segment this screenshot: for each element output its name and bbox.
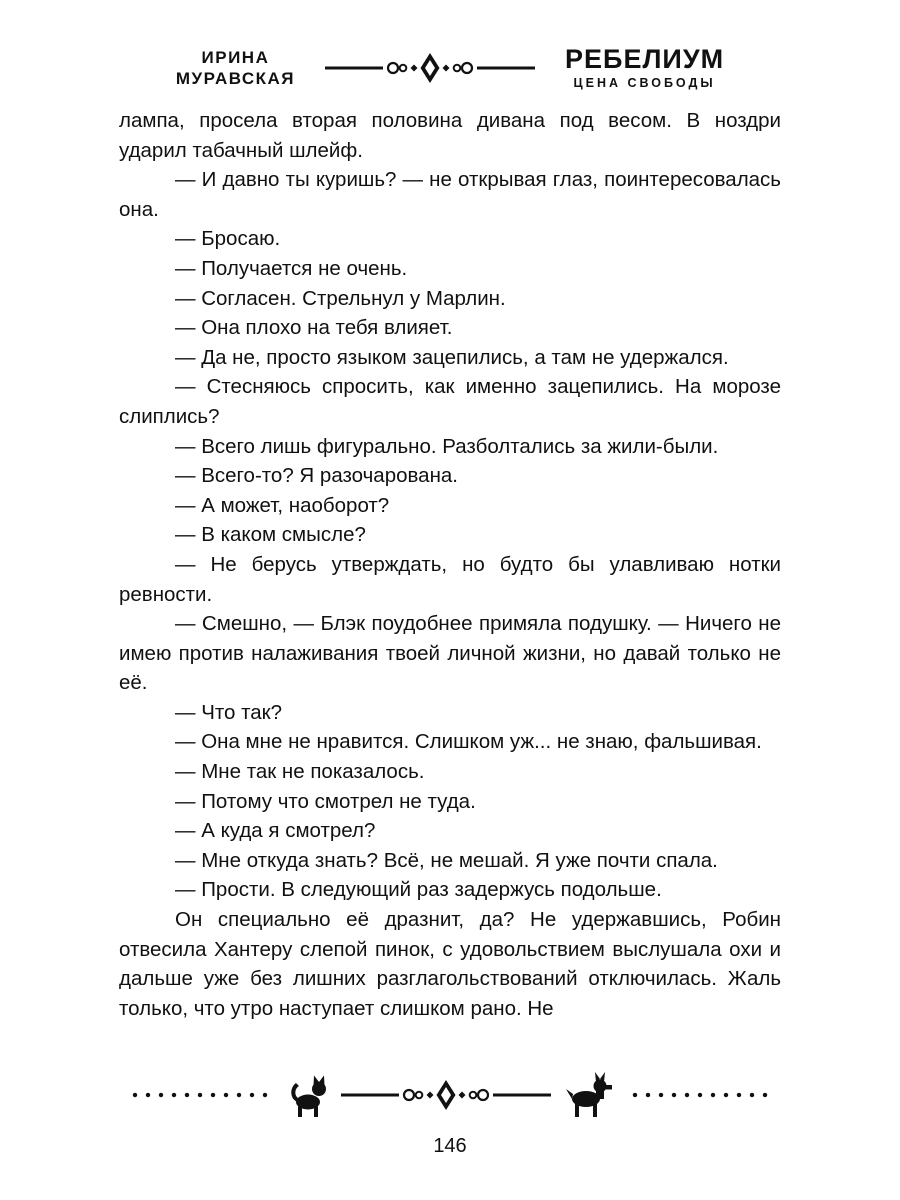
book-subtitle: ЦЕНА СВОБОДЫ bbox=[573, 76, 716, 90]
paragraph: — Всего лишь фигурально. Разболтались за жили-были. bbox=[175, 434, 719, 458]
paragraph: — Не берусь утверждать, но будто бы улавливаю нотки ревности. bbox=[119, 552, 781, 606]
footer-ornament-row bbox=[0, 1071, 900, 1119]
author-line1: ИРИНА bbox=[201, 47, 270, 67]
footer-divider-ornament bbox=[341, 1078, 551, 1112]
paragraph: — Мне так не показалось. bbox=[175, 760, 425, 784]
dotted-line-right bbox=[625, 1092, 775, 1098]
paragraph: Он специально её дразнит, да? Не удержавшись, Робин отвесила Хантеру слепой пинок, с удовольствием выслушала охи и дальше уже без лишних разглагольствований отключилась. Жаль только, что утро наступает слишком рано. Не bbox=[119, 908, 781, 1020]
dotted-line-left bbox=[125, 1092, 275, 1098]
paragraph: — Смешно, — Блэк поудобнее примяла подушку. — Ничего не имею против налаживания твоей личной жизни, но давай только не её. bbox=[119, 612, 781, 695]
author-name bbox=[176, 47, 295, 90]
book-title: РЕБЕЛИУМ bbox=[565, 44, 725, 74]
paragraph: — А может, наоборот? bbox=[175, 493, 390, 517]
page-header bbox=[0, 0, 900, 90]
paragraph: лампа, просела вторая половина дивана под весом. В ноздри ударил табачный шлейф. bbox=[119, 109, 781, 162]
paragraph: — Да не, просто языком зацепились, а там не удержался. bbox=[175, 345, 729, 369]
page-text bbox=[119, 106, 781, 1023]
page-footer bbox=[0, 1071, 900, 1158]
paragraph: — Согласен. Стрельнул у Марлин. bbox=[175, 286, 506, 310]
author-line2: МУРАВСКАЯ bbox=[175, 69, 296, 88]
paragraph: — Стесняюсь спросить, как именно зацепились. На морозе слиплись? bbox=[119, 375, 781, 428]
cat-icon bbox=[287, 1072, 329, 1118]
paragraph: — Она мне не нравится. Слишком уж... не знаю, фальшивая. bbox=[175, 730, 762, 754]
paragraph: — Всего-то? Я разочарована. bbox=[175, 464, 458, 488]
paragraph: — Потому что смотрел не туда. bbox=[175, 789, 476, 813]
paragraph: — Что так? bbox=[175, 700, 283, 724]
paragraph: — Мне откуда знать? Всё, не мешай. Я уже почти спала. bbox=[175, 848, 718, 872]
header-divider-ornament bbox=[325, 51, 535, 85]
paragraph: — Получается не очень. bbox=[175, 256, 408, 280]
book-title-block bbox=[565, 46, 724, 90]
paragraph: — А куда я смотрел? bbox=[175, 819, 376, 843]
paragraph: — И давно ты куришь? — не открывая глаз, поинтересовалась она. bbox=[119, 168, 781, 221]
paragraph: — Она плохо на тебя влияет. bbox=[175, 316, 453, 340]
page-number: 146 bbox=[433, 1135, 467, 1157]
paragraph: — Прости. В следующий раз задержусь подольше. bbox=[175, 878, 662, 902]
paragraph: — Бросаю. bbox=[175, 227, 281, 251]
paragraph: — В каком смысле? bbox=[175, 523, 366, 547]
dog-icon bbox=[563, 1071, 613, 1119]
